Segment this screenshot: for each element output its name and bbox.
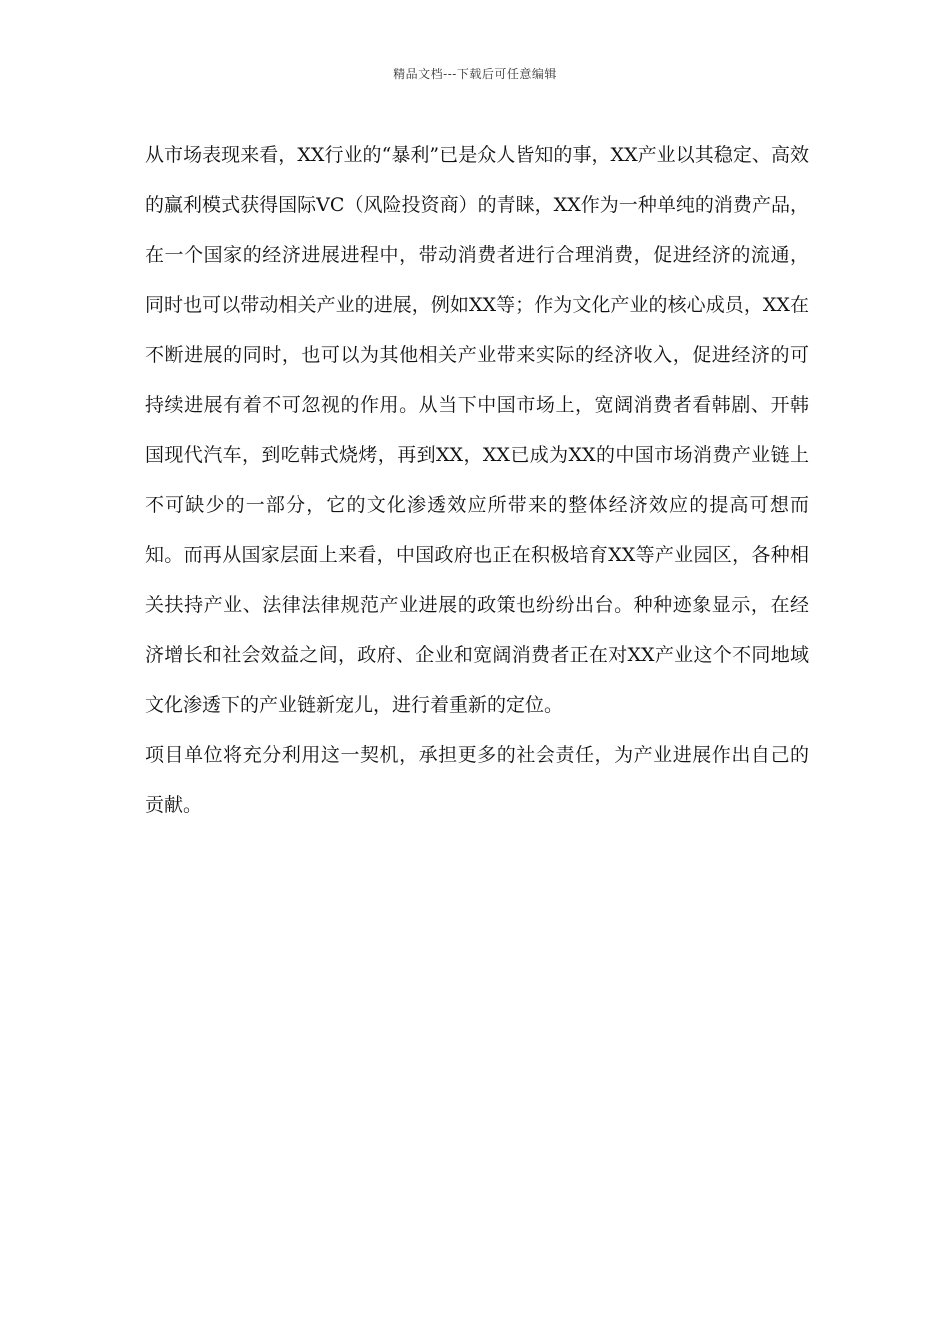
document-body	[145, 130, 809, 830]
paragraph-project-commitment: 项目单位将充分利用这一契机，承担更多的社会责任，为产业进展作出自己的贡献。	[145, 744, 809, 816]
page-header: 精品文档---下载后可任意编辑	[393, 67, 557, 81]
paragraph-market-analysis: 从市场表现来看，XX行业的“暴利”已是众人皆知的事，XX产业以其稳定、高效的赢利模式获得国际VC（风险投资商）的青睐，XX作为一种单纯的消费产品，在一个国家的经济进展进程中，带动消费者进行合理消费，促进经济的流通，同时也可以带动相关产业的进展，例如XX等；作为文化产业的核心成员，XX在不断进展的同时，也可以为其他相关产业带来实际的经济收入，促进经济的可持续进展有着不可忽视的作用。从当下中国市场上，宽阔消费者看韩剧、开韩国现代汽车，到吃韩式烧烤，再到XX，XX已成为XX的中国市场消费产业链上不可缺少的一部分，它的文化渗透效应所带来的整体经济效应的提高可想而知。而再从国家层面上来看，中国政府也正在积极培育XX等产业园区，各种相关扶持产业、法律法律规范产业进展的政策也纷纷出台。种种迹象显示，在经济增长和社会效益之间，政府、企业和宽阔消费者正在对XX产业这个不同地域文化渗透下的产业链新宠儿，进行着重新的定位。	[145, 144, 809, 716]
